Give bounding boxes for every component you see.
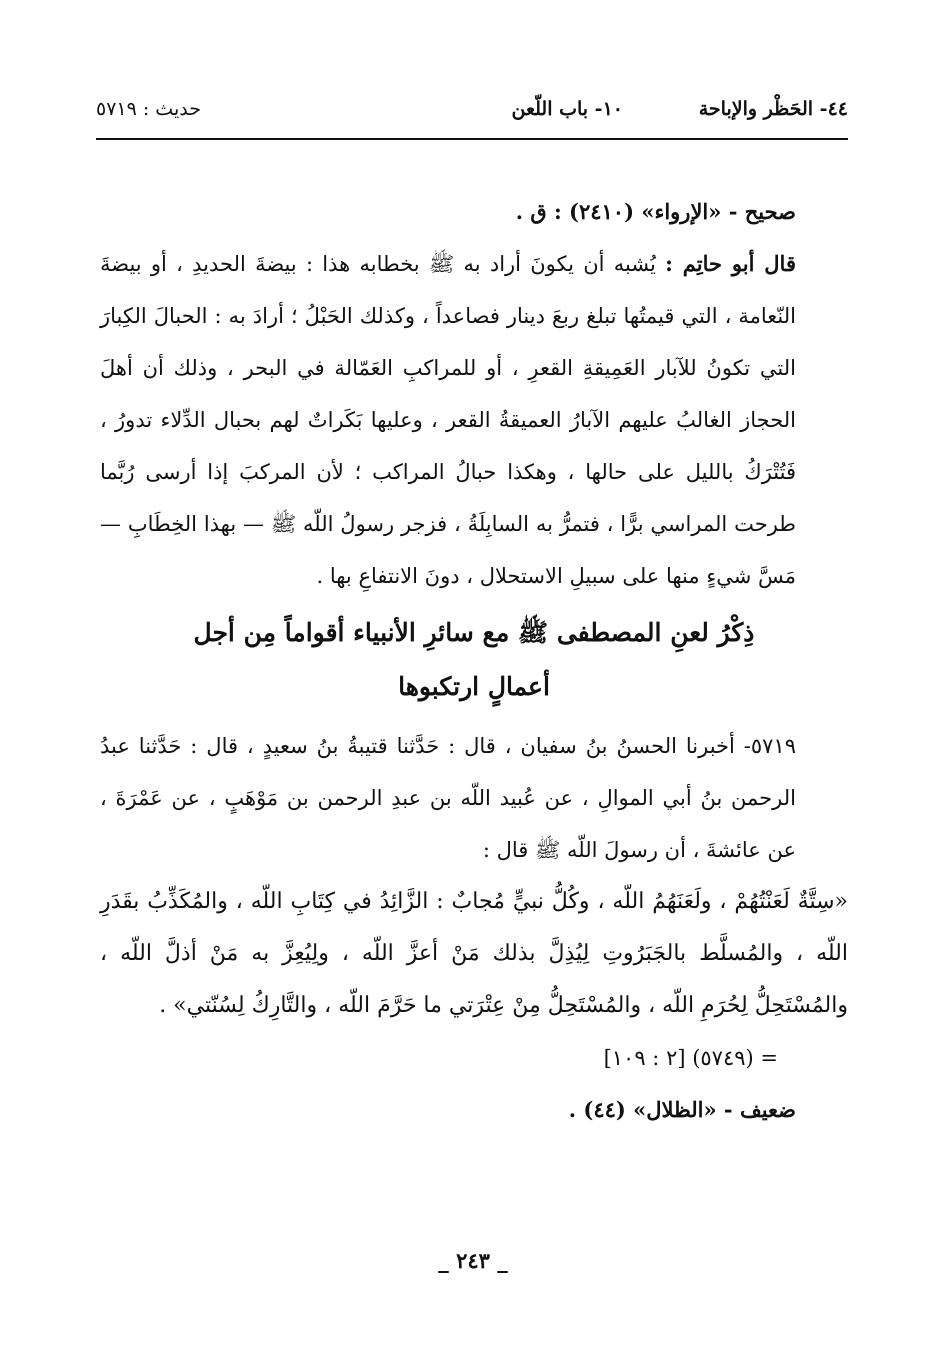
hadith-reference: حديث : ٥٧١٩ <box>96 98 201 120</box>
commentary-text: يُشبه أن يكونَ أراد به ﷺ بخطابه هذا : بيضةَ الحديدِ ، أو بيضةَ النّعامة ، التي قيمتُها تبلغ ربعَ دينار فصاعداً ، وكذلك الحَبْلُ ؛ أرادَ به : الحبالَ الكِبارَ التي تكونُ للآبار العَمِيقةِ القعرِ ، أو للمراكبِ العَمّالة في البحر ، وذلك أن أهلَ الحجاز الغالبُ عليهم الآبارُ العميقةُ القعر ، وعليها بَكَراتٌ لهم بحبال الدِّلاء تدورُ ، فَتُتْرَكُ بالليل على حالها ، وهكذا حبالُ المراكب ؛ لأن المركبَ إذا أرسى رُبَّما طرحت المراسي برًّا ، فتمرُّ به السابِلَةُ ، فزجر رسولُ اللّه ﷺ — بهذا الخِطَابِ — مَسَّ شيءٍ منها على سبيلِ الاستحلال ، دونَ الانتفاعِ بها . <box>100 252 796 588</box>
cross-reference: = (٥٧٤٩) [٢ : ١٠٩] <box>603 1046 778 1070</box>
running-header <box>96 98 848 132</box>
chapter-title: ١٠- باب اللّعن <box>511 98 623 120</box>
grading-line: صحيح - «الإرواء» (٢٤١٠) : ق . <box>515 199 796 224</box>
page-body <box>100 186 848 1136</box>
commentary-paragraph <box>100 238 848 602</box>
header-rule <box>96 138 848 140</box>
grading-line-2: ضعيف - «الظلال» (٤٤) . <box>568 1097 796 1122</box>
book-title: ٤٤- الحَظْر والإباحة <box>698 98 848 120</box>
hadith-text: «سِتَّةٌ لَعَنْتُهُمْ ، ولَعَنَهُمُ اللّه ، وكُلُّ نبيٍّ مُجابٌ : الزَّائِدُ في كِتَابِ اللّه ، والمُكَذِّبُ بقَدَرِ اللّه ، والمُسلَّط بالجَبَرُوتِ لِيُذِلَّ بذلك مَنْ أعزَّ اللّه ، ولِيُعِزَّ به مَنْ أذلَّ اللّه ، والمُسْتَحِلُّ لِحُرَمِ اللّه ، والمُسْتَحِلُّ مِنْ عِتْرَتي ما حَرَّمَ اللّه ، والتَّارِكُ لِسُنّتي» . <box>100 889 848 1018</box>
page-number: _ ٢٤٣ _ <box>438 1248 508 1273</box>
section-heading <box>100 606 848 714</box>
section-heading-line-1: ذِكْرُ لعنِ المصطفى ﷺ مع سائرِ الأنبياء أقواماً مِن أجل <box>193 618 755 647</box>
isnad-paragraph: ٥٧١٩- أخبرنا الحسنُ بنُ سفيان ، قال : حَدَّثنا قتيبةُ بنُ سعيدٍ ، قال : حَدَّثنا عبدُ الرحمن بنُ أبي الموالِ ، عن عُبيد اللّه بن عبدِ الرحمن بن مَوْهَبٍ ، عن عَمْرَةَ ، عن عائشةَ ، أن رسولَ اللّه ﷺ قال : <box>100 734 796 862</box>
commentary-speaker: قال أبو حاتِم : <box>665 251 796 276</box>
section-heading-line-2: أعمالٍ ارتكبوها <box>398 672 550 701</box>
